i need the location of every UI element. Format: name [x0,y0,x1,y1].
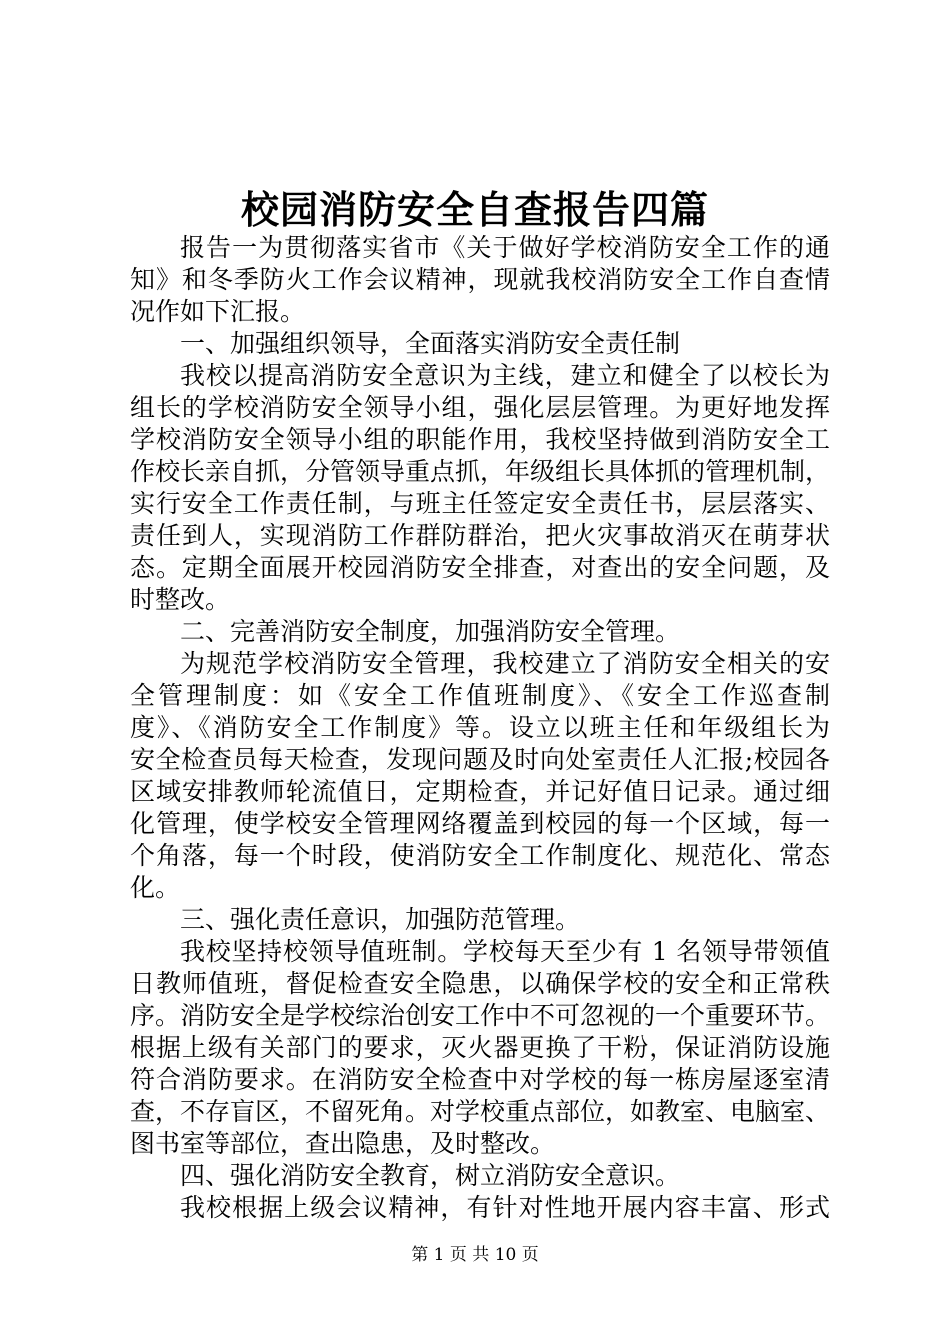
body-line: 化管理，使学校安全管理网络覆盖到校园的每一个区域，每一 [130,809,830,838]
body-line: 度》、《消防安全工作制度》等。设立以班主任和年级组长为 [130,713,830,742]
body-line: 四、强化消防安全教育，树立消防安全意识。 [180,1161,681,1190]
body-line: 我校坚持校领导值班制。学校每天至少有 1 名领导带领值 [180,937,830,966]
body-line: 为规范学校消防安全管理，我校建立了消防安全相关的安 [180,649,830,678]
body-line: 安全检查员每天检查，发现问题及时向处室责任人汇报;校园各 [130,745,830,774]
body-line: 区域安排教师轮流值日，定期检查，并记好值日记录。通过细 [130,777,830,806]
body-line: 化。 [130,873,181,902]
body-line: 责任到人，实现消防工作群防群治，把火灾事故消灭在萌芽状 [130,521,830,550]
body-line: 三、强化责任意识，加强防范管理。 [180,905,581,934]
document-title: 校园消防安全自查报告四篇 [240,187,709,232]
body-line: 学校消防安全领导小组的职能作用，我校坚持做到消防安全工 [130,425,830,454]
body-line: 二、完善消防安全制度，加强消防安全管理。 [180,617,681,646]
body-line: 符合消防要求。在消防安全检查中对学校的每一栋房屋逐室清 [130,1065,830,1094]
body-line: 组长的学校消防安全领导小组，强化层层管理。为更好地发挥 [130,393,830,422]
body-line: 根据上级有关部门的要求，灭火器更换了干粉，保证消防设施 [130,1033,830,1062]
body-line: 全管理制度：如《安全工作值班制度》、《安全工作巡查制 [130,681,830,710]
document-body [130,232,830,1224]
body-line: 报告一为贯彻落实省市《关于做好学校消防安全工作的通 [180,233,830,262]
body-line: 日教师值班，督促检查安全隐患，以确保学校的安全和正常秩 [130,969,830,998]
page-footer: 第 1 页 共 10 页 [411,1245,539,1265]
body-line: 作校长亲自抓，分管领导重点抓，年级组长具体抓的管理机制， [130,457,831,486]
body-line: 知》和冬季防火工作会议精神，现就我校消防安全工作自查情 [130,265,830,294]
body-line: 实行安全工作责任制，与班主任签定安全责任书，层层落实、 [130,489,830,518]
body-line: 个角落，每一个时段，使消防安全工作制度化、规范化、常态 [130,841,830,870]
body-line: 图书室等部位，查出隐患，及时整改。 [130,1129,556,1158]
body-line: 我校以提高消防安全意识为主线，建立和健全了以校长为 [180,361,830,390]
body-line: 我校根据上级会议精神，有针对性地开展内容丰富、形式 [180,1193,830,1222]
body-line: 一、加强组织领导，全面落实消防安全责任制 [180,329,681,358]
body-line: 况作如下汇报。 [130,297,306,326]
body-line: 序。消防安全是学校综治创安工作中不可忽视的一个重要环节。 [130,1001,831,1030]
body-line: 时整改。 [130,585,231,614]
body-line: 态。定期全面展开校园消防安全排查，对查出的安全问题，及 [130,553,830,582]
body-line: 查，不存盲区，不留死角。对学校重点部位，如教室、电脑室、 [130,1097,831,1126]
